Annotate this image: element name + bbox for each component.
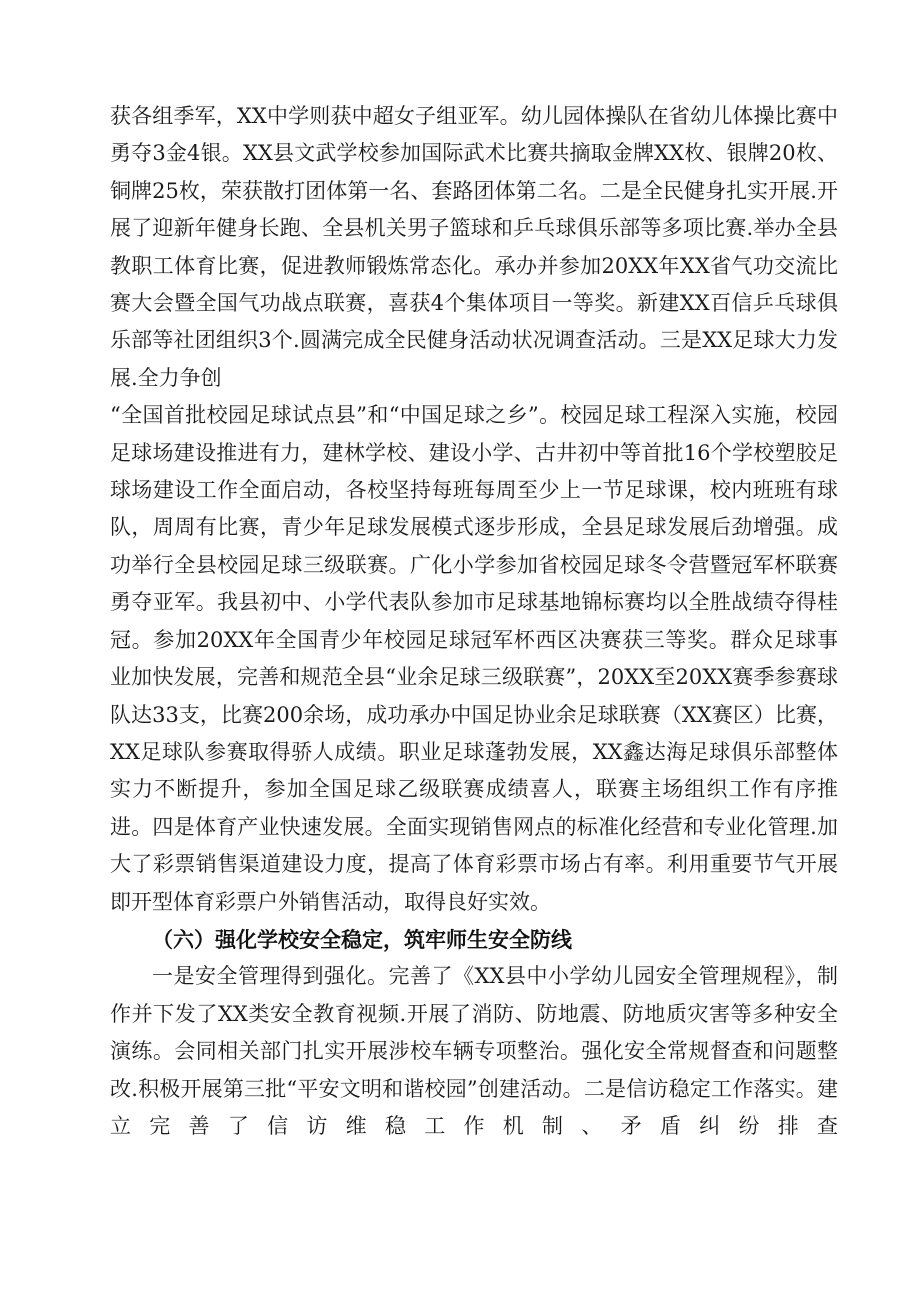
section-heading-school-safety: （六）强化学校安全稳定，筑牢师生安全防线 xyxy=(152,926,572,952)
paragraph-safety-management: 一是安全管理得到强化。完善了《XX县中小学幼儿园安全管理规程》，制作并下发了XX类安全教育视频.开展了消防、防地震、防地质灾害等多种安全演练。会同相关部门扎实开展涉校车辆专项整治。强化安全常规督查和问题整改.积极开展第三批“平安文明和谐校园”创建活动。二是信访稳定工作落实。建立完善了信访维稳工作机制、矛盾纠纷排查 xyxy=(110,964,838,1138)
paragraph-football-development: “全国首批校园足球试点县”和“中国足球之乡”。校园足球工程深入实施，校园足球场建设推进有力，建林学校、建设小学、古井初中等首批16个学校塑胶足球场建设工作全面启动，各校坚持每班每周至少上一节足球课，校内班班有球队，周周有比赛，青少年足球发展模式逐步形成，全县足球发展后劲增强。成功举行全县校园足球三级联赛。广化小学参加省校园足球冬令营暨冠军杯联赛勇夺亚军。我县初中、小学代表队参加市足球基地锦标赛均以全胜战绩夺得桂冠。参加20XX年全国青少年校园足球冠军杯西区决赛获三等奖。群众足球事业加快发展，完善和规范全县“业余足球三级联赛”，20XX至20XX赛季参赛球队达33支，比赛200余场，成功承办中国足协业余足球联赛（XX赛区）比赛，XX足球队参赛取得骄人成绩。职业足球蓬勃发展，XX鑫达海足球俱乐部整体实力不断提升，参加全国足球乙级联赛成绩喜人，联赛主场组织工作有序推进。四是体育产业快速发展。全面实现销售网点的标准化经营和专业化管理.加大了彩票销售渠道建设力度，提高了体育彩票市场占有率。利用重要节气开展即开型体育彩票户外销售活动，取得良好实效。 xyxy=(110,403,838,914)
document-body xyxy=(110,98,838,1145)
paragraph-sports-achievements: 获各组季军，XX中学则获中超女子组亚军。幼儿园体操队在省幼儿体操比赛中勇夺3金4银。XX县文武学校参加国际武术比赛共摘取金牌XX枚、银牌20枚、铜牌25枚，荣获散打团体第一名、套路团体第二名。二是全民健身扎实开展.开展了迎新年健身长跑、全县机关男子篮球和乒乓球俱乐部等多项比赛.举办全县教职工体育比赛，促进教师锻炼常态化。承办并参加20XX年XX省气功交流比赛大会暨全国气功战点联赛，喜获4个集体项目一等奖。新建XX百信乒乓球俱乐部等社团组织3个.圆满完成全民健身活动状况调查活动。三是XX足球大力发展.全力争创 xyxy=(110,104,838,390)
